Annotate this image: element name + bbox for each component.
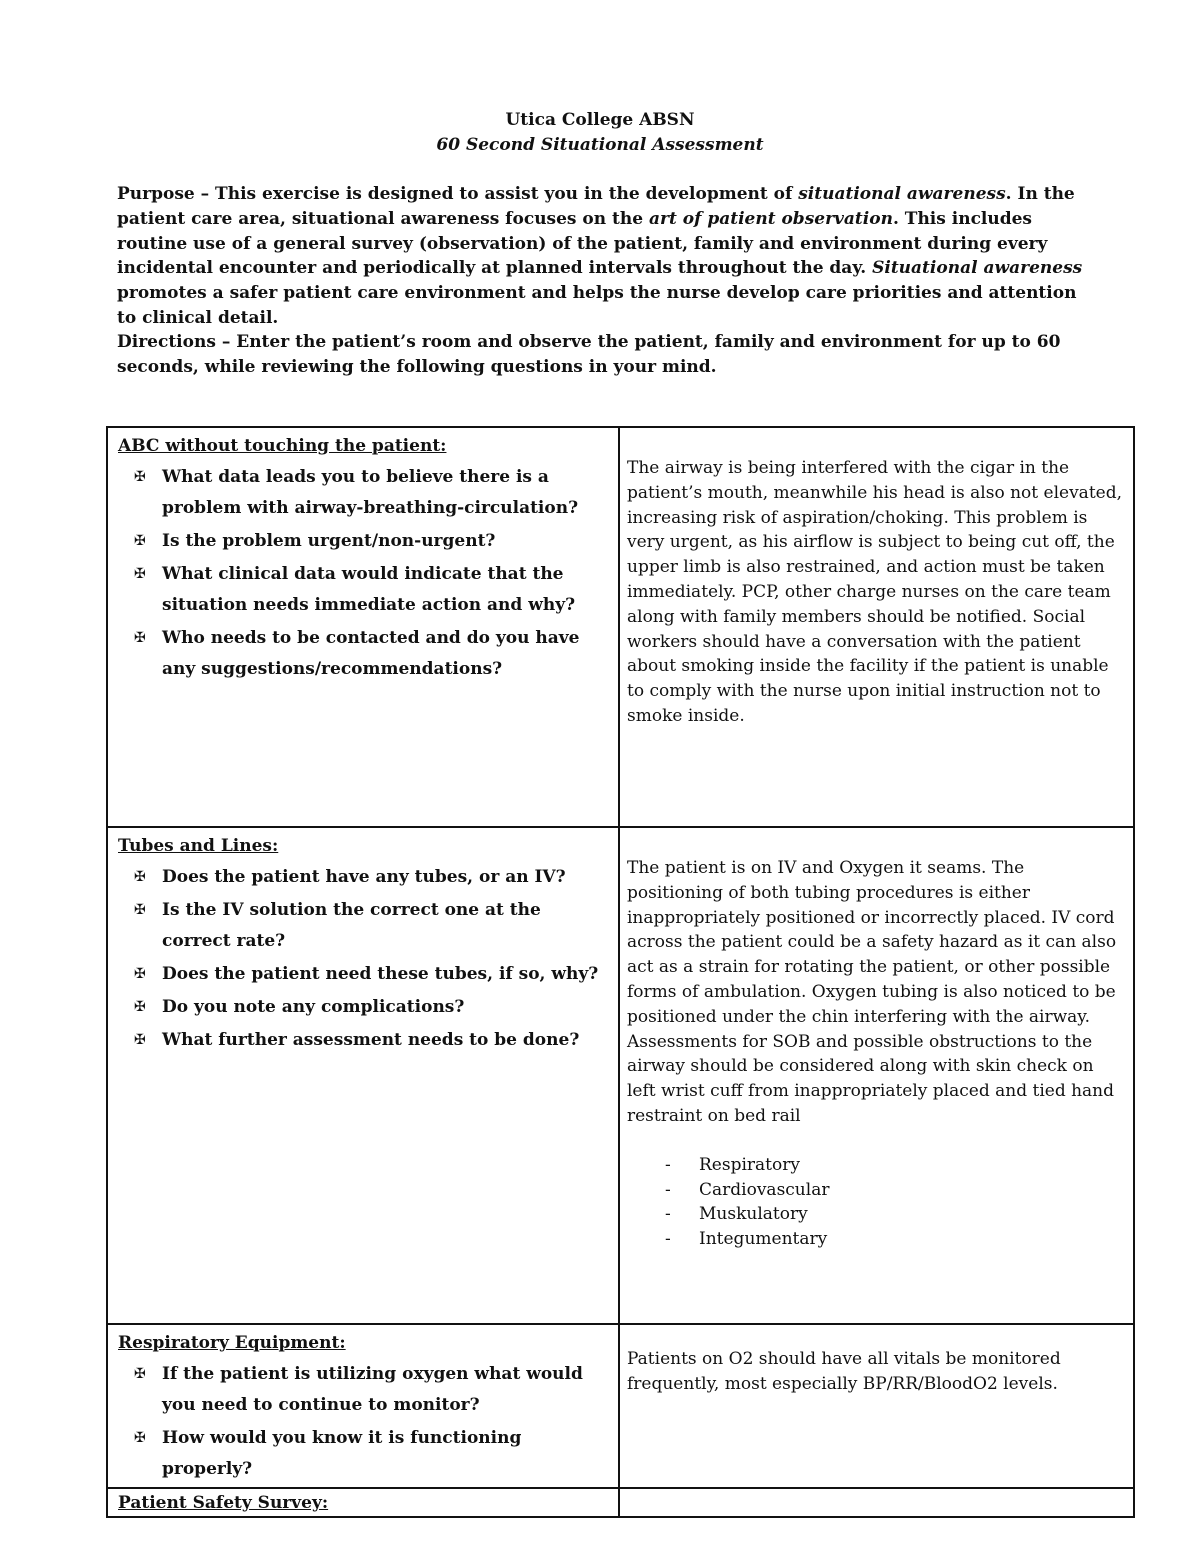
bullet-icon: ✠ bbox=[134, 1366, 146, 1382]
question-item: ✠ How would you know it is functioning properly? bbox=[118, 1423, 610, 1485]
purpose-text-1: – This exercise is designed to assist you in the development of bbox=[194, 184, 799, 204]
list-item: - Respiratory bbox=[665, 1154, 800, 1175]
section-title: Respiratory Equipment: bbox=[118, 1333, 346, 1353]
question-list bbox=[118, 862, 610, 1056]
answer-cell[interactable] bbox=[619, 1488, 1134, 1517]
question-cell bbox=[107, 827, 619, 1324]
document-title: Utica College ABSN bbox=[505, 110, 695, 130]
question-list bbox=[118, 1359, 610, 1485]
question-item: ✠ Is the problem urgent/non-urgent? bbox=[118, 526, 610, 557]
bullet-icon: ✠ bbox=[134, 533, 146, 549]
list-item: - Muskulatory bbox=[665, 1204, 808, 1225]
purpose-emphasis-2: art of patient observation bbox=[649, 208, 893, 229]
purpose-text-4: promotes a safer patient care environment and helps the nurse develop care priorities and attention to clinical detail. bbox=[117, 283, 1077, 328]
answer-cell[interactable] bbox=[619, 1324, 1134, 1488]
purpose-text-3: . This includes routine use of a general survey (observation) of the patient, family and environment during every incidental encounter and periodically at planned intervals throughout the day. bbox=[117, 208, 1048, 279]
question-item: ✠ What clinical data would indicate that the situation needs immediate action and why? bbox=[118, 559, 610, 621]
question-item: ✠ Who needs to be contacted and do you have any suggestions/recommendations? bbox=[118, 623, 610, 685]
bullet-icon: ✠ bbox=[134, 630, 146, 646]
bullet-icon: ✠ bbox=[134, 999, 146, 1015]
answer-text: The patient is on IV and Oxygen it seams. The positioning of both tubing procedures is either inappropriately positioned or incorrectly placed. IV cord across the patient could be a safety hazard as it can also act as a strain for rotating the patient, or other possible forms of ambulation. Oxygen tubing is also noticed to be positioned under the chin interfering with the airway. Assessments for SOB and possible obstructions to the airway should be considered along with skin check on left wrist cuff from inappropriately placed and tied hand restraint on bed rail bbox=[627, 858, 1117, 1126]
body-systems-list bbox=[627, 1153, 1123, 1252]
section-title: Patient Safety Survey: bbox=[118, 1493, 329, 1513]
question-cell bbox=[107, 1324, 619, 1488]
bullet-icon: ✠ bbox=[134, 1430, 146, 1446]
table-row-tubes bbox=[107, 827, 1134, 1324]
directions-paragraph: Directions – Enter the patient’s room and observe the patient, family and environment for up to 60 seconds, while reviewing the following questions in your mind. bbox=[117, 332, 1061, 377]
purpose-label: Purpose bbox=[117, 184, 195, 204]
bullet-icon: ✠ bbox=[134, 966, 146, 982]
assessment-table bbox=[106, 426, 1135, 1518]
bullet-icon: ✠ bbox=[134, 469, 146, 485]
bullet-icon: ✠ bbox=[134, 902, 146, 918]
bullet-icon: ✠ bbox=[134, 869, 146, 885]
answer-text: The airway is being interfered with the cigar in the patient’s mouth, meanwhile his head is also not elevated, increasing risk of aspiration/choking. This problem is very urgent, as his airflow is subject to being cut off, the upper limb is also restrained, and action must be taken immediately. PCP, other charge nurses on the care team along with family members should be notified. Social workers should have a conversation with the patient about smoking inside the facility if the patient is unable to comply with the nurse upon initial instruction not to smoke inside. bbox=[627, 458, 1122, 726]
answer-text: Patients on O2 should have all vitals be monitored frequently, most especially BP/RR/BloodO2 levels. bbox=[627, 1349, 1061, 1394]
list-item: - Cardiovascular bbox=[665, 1179, 830, 1200]
question-cell bbox=[107, 427, 619, 827]
document-subtitle: 60 Second Situational Assessment bbox=[436, 135, 764, 155]
question-item: ✠ Does the patient have any tubes, or an IV? bbox=[118, 862, 610, 893]
section-title: ABC without touching the patient: bbox=[118, 436, 447, 456]
table-row-safety bbox=[107, 1488, 1134, 1517]
question-item: ✠ Does the patient need these tubes, if so, why? bbox=[118, 959, 610, 990]
list-item: - Integumentary bbox=[665, 1229, 828, 1250]
answer-cell[interactable] bbox=[619, 827, 1134, 1324]
question-list bbox=[118, 462, 610, 685]
question-item: ✠ Do you note any complications? bbox=[118, 992, 610, 1023]
table-row-abc bbox=[107, 427, 1134, 827]
bullet-icon: ✠ bbox=[134, 1032, 146, 1048]
purpose-emphasis-3: Situational awareness bbox=[872, 258, 1083, 279]
question-item: ✠ Is the IV solution the correct one at the correct rate? bbox=[118, 895, 610, 957]
purpose-emphasis-1: situational awareness bbox=[798, 184, 1006, 204]
question-cell bbox=[107, 1488, 619, 1517]
purpose-text-2: . In the patient care area, situational awareness focuses on the bbox=[117, 184, 1075, 229]
purpose-paragraph bbox=[117, 182, 1092, 331]
section-title: Tubes and Lines: bbox=[118, 836, 279, 856]
bullet-icon: ✠ bbox=[134, 566, 146, 582]
document-header bbox=[0, 108, 1200, 158]
answer-cell[interactable] bbox=[619, 427, 1134, 827]
question-item: ✠ What further assessment needs to be done? bbox=[118, 1025, 610, 1056]
question-item: ✠ If the patient is utilizing oxygen what would you need to continue to monitor? bbox=[118, 1359, 610, 1421]
question-item: ✠ What data leads you to believe there is a problem with airway-breathing-circulation? bbox=[118, 462, 610, 524]
table-row-respiratory bbox=[107, 1324, 1134, 1488]
